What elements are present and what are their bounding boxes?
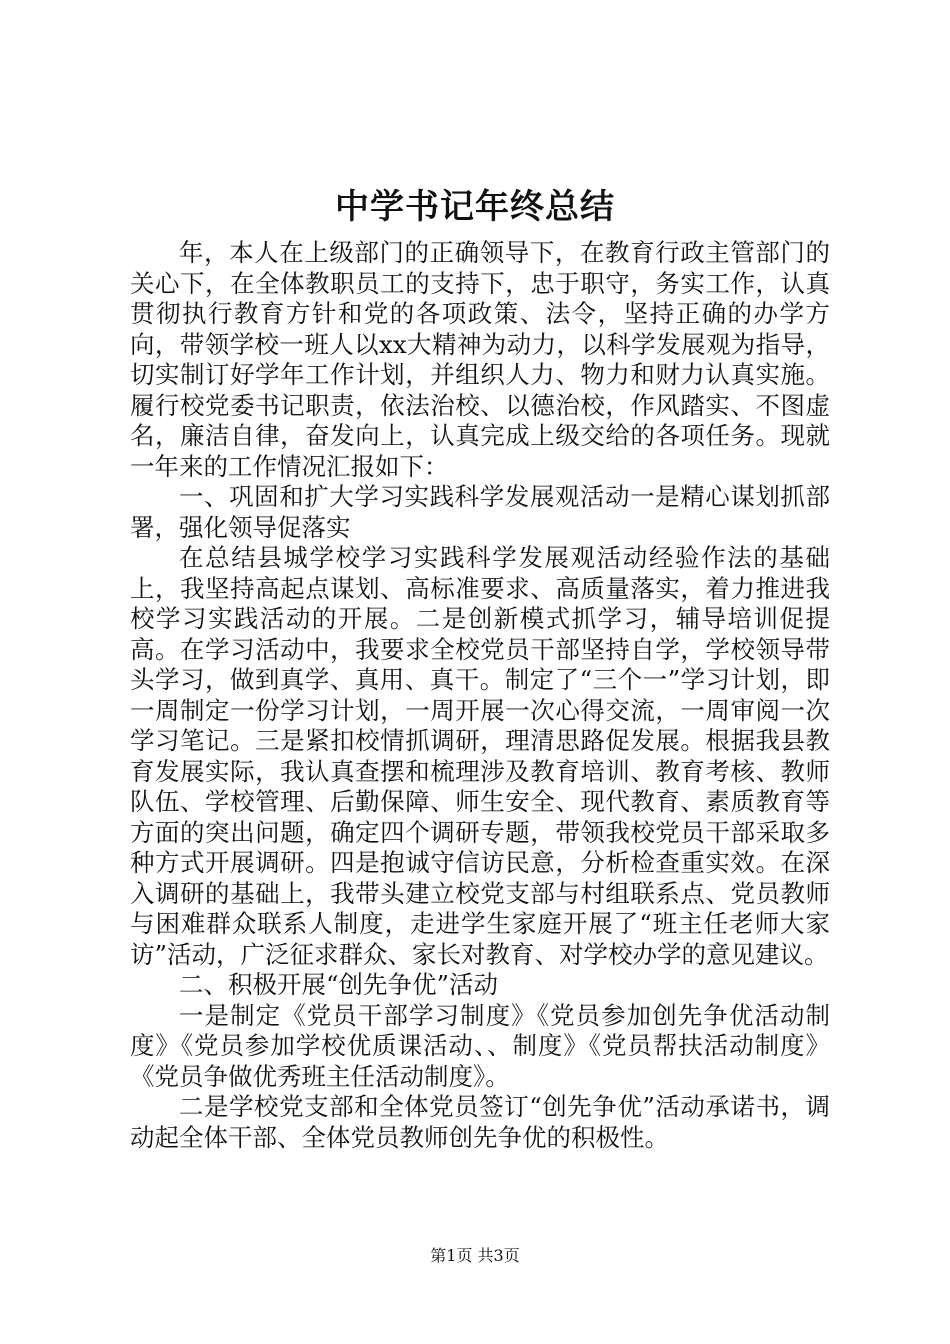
- section-heading-1: 一、巩固和扩大学习实践科学发展观活动一是精心谋划抓部署，强化领导促落实: [130, 482, 830, 542]
- document-title: 中学书记年终总结: [335, 187, 615, 227]
- page-number-footer: 第1页 共3页: [430, 1246, 520, 1265]
- document-body: [130, 238, 830, 1153]
- paragraph-pledge: 二是学校党支部和全体党员签订“创先争优”活动承诺书，调动起全体干部、全体党员教师创先争优的积极性。: [130, 1092, 830, 1152]
- paragraph-study-practice: 在总结县城学校学习实践科学发展观活动经验作法的基础上，我坚持高起点谋划、高标准要求、高质量落实，着力推进我校学习实践活动的开展。二是创新模式抓学习，辅导培训促提高。在学习活动中，我要求全校党员干部坚持自学，学校领导带头学习，做到真学、真用、真干。制定了“三个一”学习计划，即一周制定一份学习计划，一周开展一次心得交流，一周审阅一次学习笔记。三是紧扣校情抓调研，理清思路促发展。根据我县教育发展实际，我认真查摆和梳理涉及教育培训、教育考核、教师队伍、学校管理、后勤保障、师生安全、现代教育、素质教育等方面的突出问题，确定四个调研专题，带领我校党员干部采取多种方式开展调研。四是抱诚守信访民意，分析检查重实效。在深入调研的基础上，我带头建立校党支部与村组联系点、党员教师与困难群众联系人制度，走进学生家庭开展了“班主任老师大家访”活动，广泛征求群众、家长对教育、对学校办学的意见建议。: [130, 543, 830, 969]
- paragraph-intro: 年，本人在上级部门的正确领导下，在教育行政主管部门的关心下，在全体教职员工的支持下，忠于职守，务实工作，认真贯彻执行教育方针和党的各项政策、法令，坚持正确的办学方向，带领学校一班人以xx大精神为动力，以科学发展观为指导，切实制订好学年工作计划，并组织人力、物力和财力认真实施。履行校党委书记职责，依法治校、以德治校，作风踏实、不图虚名，廉洁自律，奋发向上，认真完成上级交给的各项任务。现就一年来的工作情况汇报如下：: [130, 238, 830, 481]
- section-heading-2: 二、积极开展“创先争优”活动: [179, 970, 499, 999]
- paragraph-regulations: 一是制定《党员干部学习制度》《党员参加创先争优活动制度》《党员参加学校优质课活动、、制度》《党员帮扶活动制度》《党员争做优秀班主任活动制度》。: [130, 1000, 830, 1091]
